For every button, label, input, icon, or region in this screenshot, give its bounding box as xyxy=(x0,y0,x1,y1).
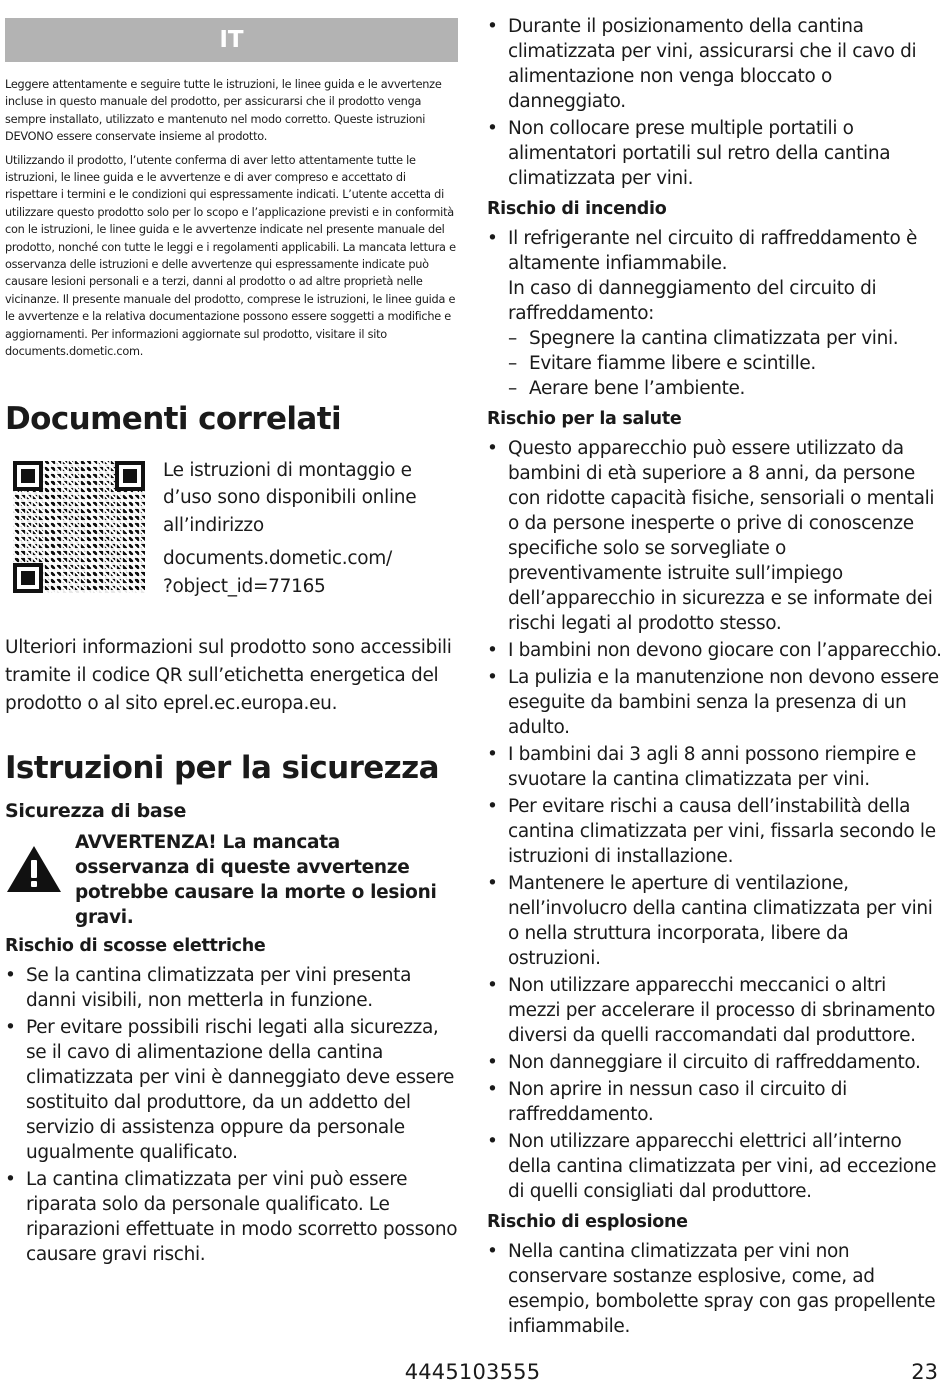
list-item: • Questo apparecchio può essere utilizzato da bambini di età superiore a 8 anni, da persone con ridotte capacità fisiche, sensoriali o mentali o da persone inesperte o prive di conoscenze specifiche solo se sorvegliate o preventivamente istruite sull’impiego dell’apparecchio in sicurezza e se informate dei rischi legati al prodotto stesso. xyxy=(487,436,942,636)
safety-instructions-title: Istruzioni per la sicurezza xyxy=(5,750,439,786)
list-item: – Spegnere la cantina climatizzata per vini. xyxy=(508,326,942,351)
qr-description xyxy=(163,457,458,605)
page-number: 23 xyxy=(911,1360,938,1384)
list-item: • Non utilizzare apparecchi elettrici all’interno della cantina climatizzata per vini, ad eccezione di quelli consigliati dal produttore. xyxy=(487,1129,942,1204)
list-item: • Non danneggiare il circuito di raffreddamento. xyxy=(487,1050,942,1075)
list-item xyxy=(487,226,942,401)
list-item: • La cantina climatizzata per vini può essere riparata solo da personale qualificato. Le riparazioni effettuate in modo scorretto possono causare gravi rischi. xyxy=(5,1167,458,1267)
list-item: • Nella cantina climatizzata per vini non conservare sostanze esplosive, come, ad esempio, bombolette spray con gas propellente infiammabile. xyxy=(487,1239,942,1339)
list-item: – Aerare bene l’ambiente. xyxy=(508,376,942,401)
intro-paragraph-1: Leggere attentamente e seguire tutte le istruzioni, le linee guida e le avvertenze incluse in questo manuale del prodotto, per assicurarsi che il prodotto venga sempre installato, utilizzato e mantenuto nel modo corretto. Queste istruzioni DEVONO essere conservate insieme al prodotto. xyxy=(5,78,442,144)
basic-safety-heading: Sicurezza di base xyxy=(5,800,187,822)
right-column xyxy=(487,14,942,1345)
health-risk-list xyxy=(487,436,942,1204)
fire-risk-subtext: In caso di danneggiamento del circuito di raffreddamento: xyxy=(508,278,877,324)
fire-risk-list xyxy=(487,226,942,401)
related-documents-title: Documenti correlati xyxy=(5,400,341,437)
list-item: • Non aprire in nessun caso il circuito di raffreddamento. xyxy=(487,1077,942,1127)
intro-paragraph-2: Utilizzando il prodotto, l’utente conferma di aver letto attentamente tutte le istruzioni, le linee guida e le avvertenze e di aver compreso e accettato di rispettare i termini e le condizioni qui espressamente indicati. L’utente accetta di utilizzare questo prodotto solo per lo scopo e l’applicazione previsti e in conformità con le istruzioni, le linee guida e le avvertenze indicate nel presente manuale del prodotto, nonché con tutte le leggi e i regolamenti applicabili. La mancata lettura e osservanza delle istruzioni e delle avvertenze qui espressamente indicate può causare lesioni personali e a terzi, danni al prodotto o ad altre proprietà nelle vicinanze. Il presente manuale del prodotto, comprese le istruzioni, le linee guida e le avvertenze e la relativa documentazione possono essere soggetti a modifiche e aggiornamenti. Per informazioni aggiornate sul prodotto, visitare il sito documents.dometic.com. xyxy=(5,153,456,359)
list-item: • La pulizia e la manutenzione non devono essere eseguite da bambini senza la presenza di un adulto. xyxy=(487,665,942,740)
warning-block xyxy=(5,830,458,930)
health-risk-heading: Rischio per la salute xyxy=(487,409,682,429)
language-header: IT xyxy=(5,18,458,62)
list-item: • I bambini non devono giocare con l’apparecchio. xyxy=(487,638,942,663)
list-item: • Mantenere le aperture di ventilazione, nell’involucro della cantina climatizzata per vini o nella struttura incorporata, libere da ostruzioni. xyxy=(487,871,942,971)
list-item: • Per evitare rischi a causa dell’instabilità della cantina climatizzata per vini, fissarla secondo le istruzioni di installazione. xyxy=(487,794,942,869)
list-item: • Durante il posizionamento della cantina climatizzata per vini, assicurarsi che il cavo di alimentazione non venga bloccato o danneggiato. xyxy=(487,14,942,114)
documents-url-line1[interactable]: documents.dometic.com/ xyxy=(163,548,392,569)
electric-risk-list xyxy=(5,963,458,1267)
more-info-text: Ulteriori informazioni sul prodotto sono accessibili tramite il codice QR sull’etichetta energetica del prodotto o al sito eprel.ec.europa.eu. xyxy=(5,637,452,714)
fire-risk-steps xyxy=(508,326,942,401)
list-item: • I bambini dai 3 agli 8 anni possono riempire e svuotare la cantina climatizzata per vini. xyxy=(487,742,942,792)
intro-text xyxy=(5,76,458,361)
fire-risk-item: • Il refrigerante nel circuito di raffreddamento è altamente infiammabile. xyxy=(508,228,918,274)
left-column xyxy=(5,18,458,1273)
fire-risk-heading: Rischio di incendio xyxy=(487,199,667,219)
list-item: • Per evitare possibili rischi legati alla sicurezza, se il cavo di alimentazione della cantina climatizzata per vini è danneggiato deve essere sostituito dal produttore, da un addetto del servizio di assistenza oppure da personale ugualmente qualificato. xyxy=(5,1015,458,1165)
explosion-risk-list xyxy=(487,1239,942,1339)
list-item: • Non collocare prese multiple portatili o alimentatori portatili sul retro della cantina climatizzata per vini. xyxy=(487,116,942,191)
document-code: 4445103555 xyxy=(404,1360,541,1384)
list-item: • Non utilizzare apparecchi meccanici o altri mezzi per accelerare il processo di sbrinamento diversi da quelli raccomandati dal produttore. xyxy=(487,973,942,1048)
electric-risk-list-continued xyxy=(487,14,942,191)
qr-code-icon xyxy=(13,461,145,593)
electric-risk-heading: Rischio di scosse elettriche xyxy=(5,936,266,956)
list-item: – Evitare fiamme libere e scintille. xyxy=(508,351,942,376)
documents-url-line2[interactable]: ?object_id=77165 xyxy=(163,575,326,597)
qr-instructions-text: Le istruzioni di montaggio e d’uso sono disponibili online all’indirizzo xyxy=(163,459,417,536)
warning-triangle-icon xyxy=(5,844,63,894)
list-item: • Se la cantina climatizzata per vini presenta danni visibili, non metterla in funzione. xyxy=(5,963,458,1013)
explosion-risk-heading: Rischio di esplosione xyxy=(487,1212,688,1232)
warning-text: AVVERTENZA! La mancata osservanza di queste avvertenze potrebbe causare la morte o lesioni gravi. xyxy=(75,832,437,928)
qr-block xyxy=(5,457,458,605)
